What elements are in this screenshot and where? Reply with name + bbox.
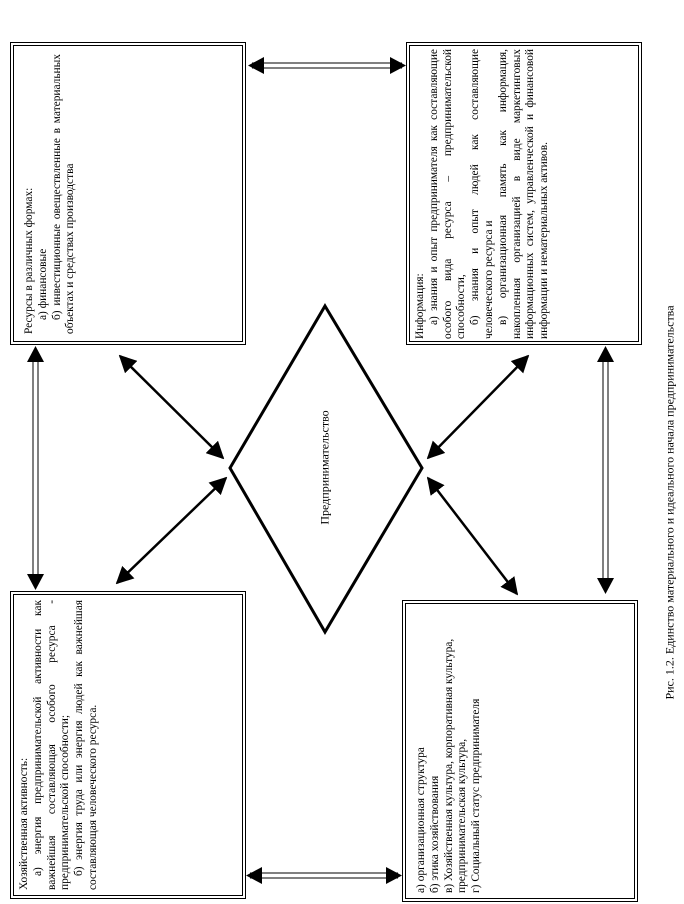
resources-line-a: а) финансовые bbox=[36, 248, 49, 320]
culture-line-c: в) Хозяйственная культура, корпоративная культура, предпринимательская культура, bbox=[442, 638, 469, 893]
resources-box bbox=[10, 42, 246, 345]
activity-text bbox=[18, 600, 238, 890]
information-line-c: в) организационная память как информация, накопленная организацией в виде маркетинговых информационных систем, управленческой и финансовой информации и нематериальных активов. bbox=[496, 48, 551, 339]
culture-text bbox=[415, 609, 625, 893]
activity-title: Хозяйственная активность: bbox=[18, 757, 30, 890]
activity-line-a: а) энергия предпринимательской активности как важнейшая составляющая особого ресурса - предпринимательской способности; bbox=[31, 600, 72, 890]
resources-title: Ресурсы в различных формах: bbox=[23, 187, 35, 334]
center-label: Предпринимательство bbox=[317, 410, 332, 525]
information-title: Информация: bbox=[414, 272, 426, 339]
information-line-a: а) знания и опыт предпринимателя как составляющие особого вида ресурса – предпринимательской способности, bbox=[427, 48, 468, 339]
arrow-bottom bbox=[246, 867, 402, 884]
resources-text bbox=[23, 54, 233, 334]
information-text bbox=[414, 49, 634, 339]
arrow-top bbox=[248, 57, 406, 74]
activity-line-b: б) энергия труда или энергия людей как важнейшая составляющая человеческого ресурса. bbox=[73, 600, 99, 890]
culture-line-a: а) организационная структура bbox=[415, 747, 427, 893]
arrow-right bbox=[597, 346, 614, 594]
figure-caption: Рис. 1.2. Единство материального и идеального начала предпринимательства bbox=[662, 305, 677, 700]
arrow-diag-bottom-left bbox=[117, 478, 226, 583]
arrow-diag-top-right bbox=[428, 356, 528, 458]
information-line-b: б) знания и опыт людей как составляющие человеческого ресурса и bbox=[469, 48, 495, 339]
culture-line-d: г) Социальный статус предпринимателя bbox=[470, 698, 483, 893]
arrow-diag-bottom-right bbox=[428, 478, 517, 594]
arrow-diag-top-left bbox=[120, 356, 223, 458]
activity-box bbox=[10, 591, 246, 899]
arrow-left bbox=[27, 346, 44, 590]
culture-box bbox=[402, 600, 638, 902]
culture-line-b: б) этика хозяйствования bbox=[428, 775, 441, 893]
information-box bbox=[406, 42, 642, 345]
resources-line-b: б) инвестиционные овеществленные в материальных объектах и средствах производства bbox=[50, 53, 77, 334]
